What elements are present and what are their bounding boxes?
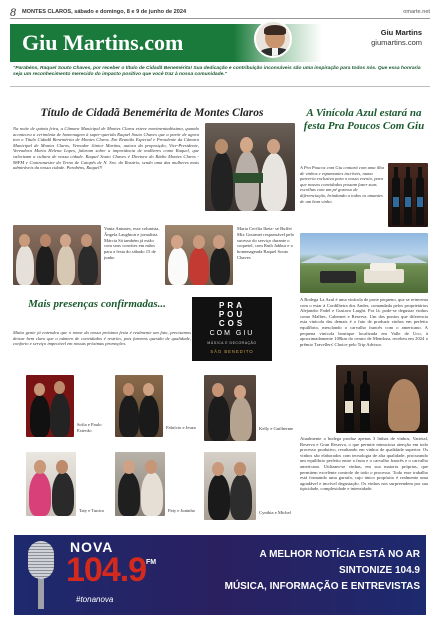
column-header: [10, 24, 430, 62]
caption-kelly-guilherme: Kelly e Guilherme: [259, 426, 294, 431]
radio-ad-banner: [14, 535, 426, 615]
vineyard-lounge-photo: [300, 233, 428, 293]
vinicola-body-1: A Bodega La Azul é uma vinícola de porte pequeno, que se reinventa com o estar à Cordilheira dos Andes, comandada pelos proprietários Alejandro Fadel e Gustavo Larghi. Por lá, pode-se degustar vinhos como Malbec, Cabernet e Reserva. Um dos pontos que diferencia esta vinícola das demais é o fato de produzir vinhos em perfeito equilíbrio, mesclando o carvalho francês com o americano. A pequena vinícola boutique localizada em Valle de Uco, à aproximadamente 100km do centro de Mendoza, recebeu em 2024 o prêmio Travellers' Choice pelo Trip Advisor.: [300, 297, 428, 347]
radio-brand: NOVA: [70, 539, 114, 555]
vinicola-title: A Vinícola Azul estará na festa Pra Poucos Com Giu: [303, 107, 425, 132]
author-name: Giu Martins: [380, 28, 422, 37]
vinicola-body-2: Atualmente a bodega produz apenas 3 linhas de vinhos, Varietal, Reserva e Gran Reserva, o que permite minuciosa atenção em todo processo produtivo, resultando em vinhos de qualidade superior. Os vinhos são elaborados com tecnologia de alta qualidade, procurando um equilíbrio perfeito entre a fruta e o carvalho francês e o carvalho americano. Utilizam-se vinhas, em sua maioria próprias, que permitem excelente controle de todo o processo. Todo esse trabalho está formando uma garrafa, cujo único propósito é realmente uma agradável e incrível degustação. Os vinhos nos surpreendem por sua tipicidade, complexidade e intensidade.: [300, 436, 428, 492]
ad-line-2: SINTONIZE 104.9: [339, 565, 420, 576]
microphone-stand: [38, 579, 44, 609]
ceremony-photo: [205, 123, 295, 211]
logo-line-2: POU: [218, 310, 246, 319]
radio-hashtag: #tonanova: [76, 595, 114, 604]
photo-kelly-guilherme: [204, 375, 256, 441]
caption-paty-juninho: Paty e Juninho: [168, 508, 196, 513]
photo-paty-juninho: [115, 452, 165, 516]
top-bar: [10, 7, 430, 19]
main-story-title: Título de Cidadã Benemérita de Montes Claros: [40, 107, 264, 119]
caption-sofia-paulo: Sofia e Paulo Estevão: [77, 422, 102, 433]
ad-line-3: MÚSICA, INFORMAÇÃO E ENTREVISTAS: [224, 581, 420, 592]
wine-bar-photo: [336, 365, 428, 433]
caption-vania: Vania Antunes, esse colunista, Ângela Laughton e jornalista Márcia Sá também já estão com seus convites em mãos para a festa do sábado 15 de junho: [104, 226, 160, 260]
dateline: MONTES CLAROS, sábado e domingo, 8 e 9 de junho de 2024: [22, 9, 187, 15]
logo-line-3: COS: [218, 319, 246, 328]
photo-taty-tunico: [26, 452, 76, 516]
logo-sub: SÃO BENEDITO: [210, 349, 254, 354]
vinicola-intro: A Pra Poucos com Giu contará com uma ilha de vinhos e espumantes incríveis, numa parceria exclusiva para o nosso evento, para que nossos convidados possam fazer suas escolhas com um pé gostoso de diferenciação, brindando a todos os amantes de um bom vinho.: [300, 165, 384, 204]
photo-fabricio-jeuza: [115, 375, 163, 437]
author-site: giumartins.com: [371, 38, 422, 47]
wine-bottles-photo: [388, 163, 428, 227]
author-portrait: [254, 20, 292, 58]
pra-poucos-logo: [192, 297, 272, 361]
column-title: Giu Martins.com: [22, 30, 184, 55]
microphone-icon: [28, 541, 54, 579]
quote-text: "Parabéns, Raquel Souto Chaves, por receber o título de Cidadã Benemérita! Sua dedicação e contribuição inconsáveis são uma inspiração para todos nós. Que essa honraria seja um reconhecimento merecido do impacto positivo que você traz à nossa comunidade.": [13, 66, 421, 78]
site-name: omarte.net: [403, 9, 430, 15]
radio-frequency: 104.9: [66, 551, 147, 589]
group-photo-vania: [13, 225, 101, 285]
radio-fm: FM: [146, 559, 157, 566]
main-story-body: Na noite de quinta feira, a Câmara Municipal de Montes Claros esteve movimentadíssima, quando aconteceu a cerimônia de homenagem à super-querida Raquel Souto Chaves que a partir de agora tem o Título Cidadã Benemérita de Montes Claros. Em Reunião Especial e Presidente da Câmara Municipal de Montes Claros, Vereador Júnior Martins, autora da proposição, Vice-Presidente, Vereadora Maria Helena Lopes, falaram sobre a importância de mulheres como Raquel, que valorizam a cultura de nossa cidade. Raquel Souto Chaves é Diretora do Rádio Montes Claros - 98FM e Contramestre do Terno de Catopês de N. Sra. do Rosário, sendo uma das mulheres mais admiráveis da nossa cidade. Parabéns, Raquel!!: [13, 126, 199, 171]
caption-taty-tunico: Taty e Tunico: [79, 508, 105, 513]
divider: [10, 86, 430, 87]
logo-line-4: COM GIU: [209, 330, 255, 337]
logo-line-1: PRA: [219, 301, 245, 310]
page-number: 8: [10, 5, 16, 19]
group-photo-maria-cecilia: [165, 225, 233, 285]
photo-cynthia-michel: [204, 452, 256, 520]
caption-maria-cecilia: Maria Cecília Ikeia- se Buffet Mix Gourmet responsável pelo sucesso do serviço durante o coquetel, com Ruth Jabbur e a homenageada Raquel Souto Chaves: [237, 226, 295, 260]
logo-tag: MÚSICA E DECORAÇÃO: [207, 341, 257, 345]
photo-sofia-paulo: [26, 375, 74, 437]
caption-cynthia-michel: Cynthia e Michel: [259, 510, 291, 515]
caption-fabricio-jeuza: Fabrício e Jeuza: [166, 425, 196, 430]
presencas-title: Mais presenças confirmadas...: [28, 298, 166, 310]
ad-line-1: A MELHOR NOTÍCIA ESTÁ NO AR: [259, 549, 420, 560]
presencas-body: Muita gente já entendeu que o nome da nossa próxima festa é realmente um fato, precisamos deixar bem claro que o número de convidados é restrito, pois faremos questão de qualidade, conforto e serviço impecável em nossas próximas promoções.: [13, 330, 191, 347]
